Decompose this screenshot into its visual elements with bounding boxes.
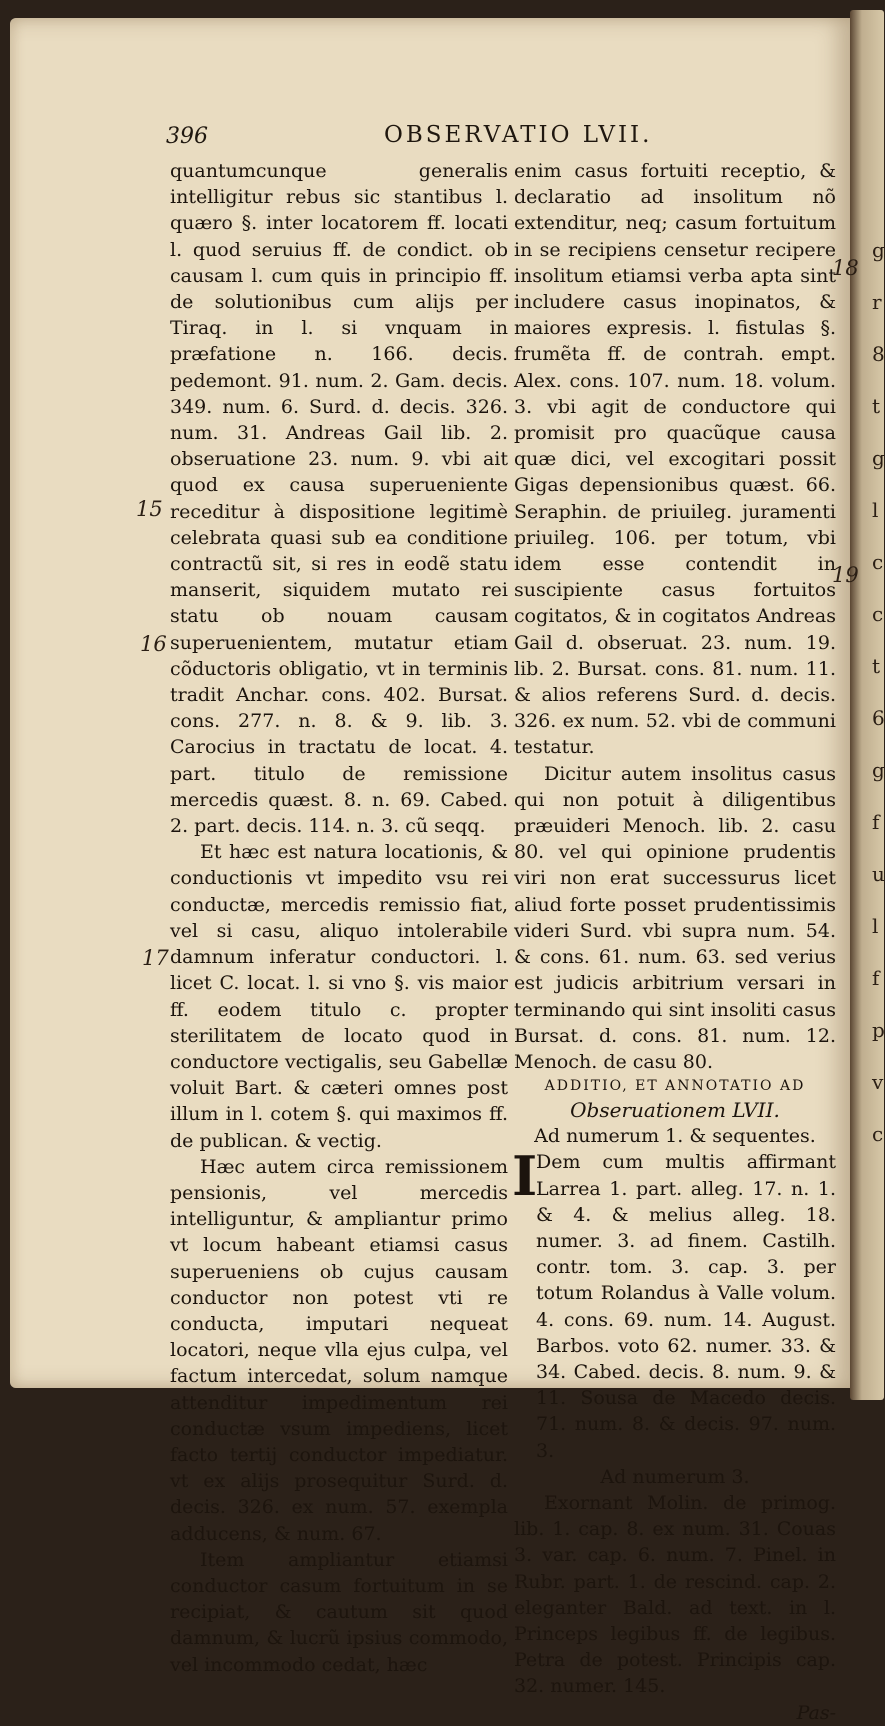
next-page-fragment: g	[872, 758, 885, 782]
left-column	[170, 158, 508, 1676]
page-number: 396	[166, 124, 208, 149]
next-page-fragment: t	[872, 654, 881, 678]
addition-paragraph-1-block	[512, 1144, 836, 1463]
next-page-fragment: f	[872, 810, 880, 834]
addition-paragraph-1: Dem cum multis affirmant Larrea 1. part. alleg. 17. n. 1. & 4. & melius alleg. 18. numer. 3. ad finem. Castilh. contr. tom. 3. cap. 3. per totum Rolandus à Valle volum. 4. cons. 69. num. 14. August. Barbos. voto 62. numer. 33. & 34. Cabed. decis. 8. num. 9. & 11. Sousa de Macedo decis. 71. num. 8. & decis. 97. num. 3.	[536, 1151, 836, 1462]
margin-number-16: 16	[140, 632, 167, 656]
right-column	[512, 158, 836, 1724]
margin-number-15: 15	[136, 497, 163, 521]
margin-number-19: 19	[832, 563, 859, 587]
next-page-fragment: l	[872, 914, 879, 938]
running-head	[166, 120, 826, 150]
drop-cap: I	[512, 1144, 538, 1209]
margin-number-18: 18	[832, 256, 859, 280]
next-page-fragment: g	[872, 446, 885, 470]
page-title: OBSERVATIO LVII.	[384, 122, 653, 148]
next-page-fragment: f	[872, 966, 880, 990]
addition-heading: ADDITIO, ET ANNOTATIO AD	[544, 1078, 806, 1095]
addition-subheading: Obseruationem LVII.	[570, 1098, 780, 1123]
next-page-fragment: p	[872, 1018, 885, 1042]
next-page-fragment: g	[872, 238, 885, 262]
ad-numerum-1-heading: Ad numerum 1. & sequentes.	[534, 1125, 816, 1148]
next-page-fragment: u	[872, 862, 885, 886]
next-page-fragment: v	[872, 1070, 884, 1094]
addition-paragraph-2: Exornant Molin. de primog. lib. 1. cap. 8. ex num. 31. Couas 3. var. cap. 6. num. 7. Pinel. in Rubr. part. 1. de rescind. cap. 2. eleganter Bald. ad text. in l. Princeps legibus ff. de legibus. Petra de potest. Principis cap. 32. numer. 145.	[514, 1491, 836, 1698]
catchword: Pas-	[796, 1701, 836, 1724]
next-page-fragment: t	[872, 394, 881, 418]
next-page-fragment: r	[872, 290, 882, 314]
ad-numerum-3-heading: Ad numerum 3.	[600, 1465, 750, 1488]
next-page-fragment: c	[872, 1122, 884, 1146]
right-paragraph-2: Dicitur autem insolitus casus qui non potuit à diligentibus præuideri Menoch. lib. 2. casu 80. vel qui opinione prudentis viri non erat successurus licet aliud forte posset prudentissimis videri Surd. vbi supra num. 54. & cons. 61. num. 63. sed verius est judicis arbitrium versari in terminando qui sint insoliti casus Bursat. d. cons. 81. num. 12. Menoch. de casu 80.	[514, 762, 836, 1073]
right-paragraph-1: enim casus fortuiti receptio, & declaratio ad insolitum nõ extenditur, neq; casum fortuitum in se recipiens censetur recipere insolitum etiamsi verba apta sint includere casus inopinatos, & maiores expresis. l. fistulas §. frumẽta ff. de contrah. empt. Alex. cons. 107. num. 18. volum. 3. vbi agit de conductore qui promisit pro quacũque causa quæ dici, vel excogitari possit Gigas depensionibus quæst. 66. Seraphin. de priuileg. juramenti priuileg. 106. per totum, vbi idem esse contendit in suscipiente casus fortuitos cogitatos, & in cogitatos Andreas Gail d. obseruat. 23. num. 19. lib. 2. Bursat. cons. 81. num. 11. & alios referens Surd. d. decis. 326. ex num. 52. vbi de communi testatur.	[514, 160, 836, 759]
next-page-fragment: l	[872, 498, 879, 522]
left-paragraph-3: Hæc autem circa remissionem pensionis, vel mercedis intelliguntur, & ampliantur primo vt locum habeant etiamsi casus superueniens ob cujus causam conductor non potest vti re conducta, imputari nequeat locatori, neque vlla ejus culpa, vel factum intercedat, solum namque attenditur impedimentum rei conductæ vsum impediens, licet facto tertij conductor impediatur. vt ex alijs prosequitur Surd. d. decis. 326. ex num. 57. exempla adducens, & num. 67.	[170, 1155, 508, 1545]
next-page-fragment: c	[872, 602, 884, 626]
left-paragraph-1: quantumcunque generalis intelligitur rebus sic stantibus l. quæro §. inter locatorem ff. locati l. quod seruius ff. de condict. ob causam l. cum quis in principio ff. de solutionibus cum alijs per Tiraq. in l. si vnquam in præfatione n. 166. decis. pedemont. 91. num. 2. Gam. decis. 349. num. 6. Surd. d. decis. 326. num. 31. Andreas Gail lib. 2. obseruatione 23. num. 9. vbi ait quod ex causa superueniente receditur à dispositione legitimè celebrata quasi sub ea conditione contractũ sit, si res in eodẽ statu manserit, siquidem mutato rei statu ob nouam causam superuenientem, mutatur etiam cõductoris obligatio, vt in terminis tradit Anchar. cons. 402. Bursat. cons. 277. n. 8. & 9. lib. 3. Carocius in tractatu de locat. 4. part. titulo de remissione mercedis quæst. 8. n. 69. Cabed. 2. part. decis. 114. n. 3. cũ seqq.	[170, 160, 508, 838]
next-page-edge	[850, 10, 884, 1400]
next-page-fragment: 8	[872, 342, 885, 366]
left-paragraph-4: Item ampliantur etiamsi conductor casum fortuitum in se recipiat, & cautum sit quod damnum, & lucrũ ipsius commodo, vel incommodo cedat, hæc	[170, 1548, 508, 1676]
margin-number-17: 17	[142, 946, 169, 970]
left-paragraph-2: Et hæc est natura locationis, & conductionis vt impedito vsu rei conductæ, mercedis remissio fiat, vel si casu, aliquo intolerabile damnum inferatur conductori. l. licet C. locat. l. si vno §. vis maior ff. eodem titulo c. propter sterilitatem de locato quod in conductore vectigalis, seu Gabellæ voluit Bart. & cæteri omnes post illum in l. cotem §. qui maximos ff. de publican. & vectig.	[170, 841, 508, 1152]
next-page-fragment: c	[872, 550, 884, 574]
next-page-fragment: 6	[872, 706, 885, 730]
